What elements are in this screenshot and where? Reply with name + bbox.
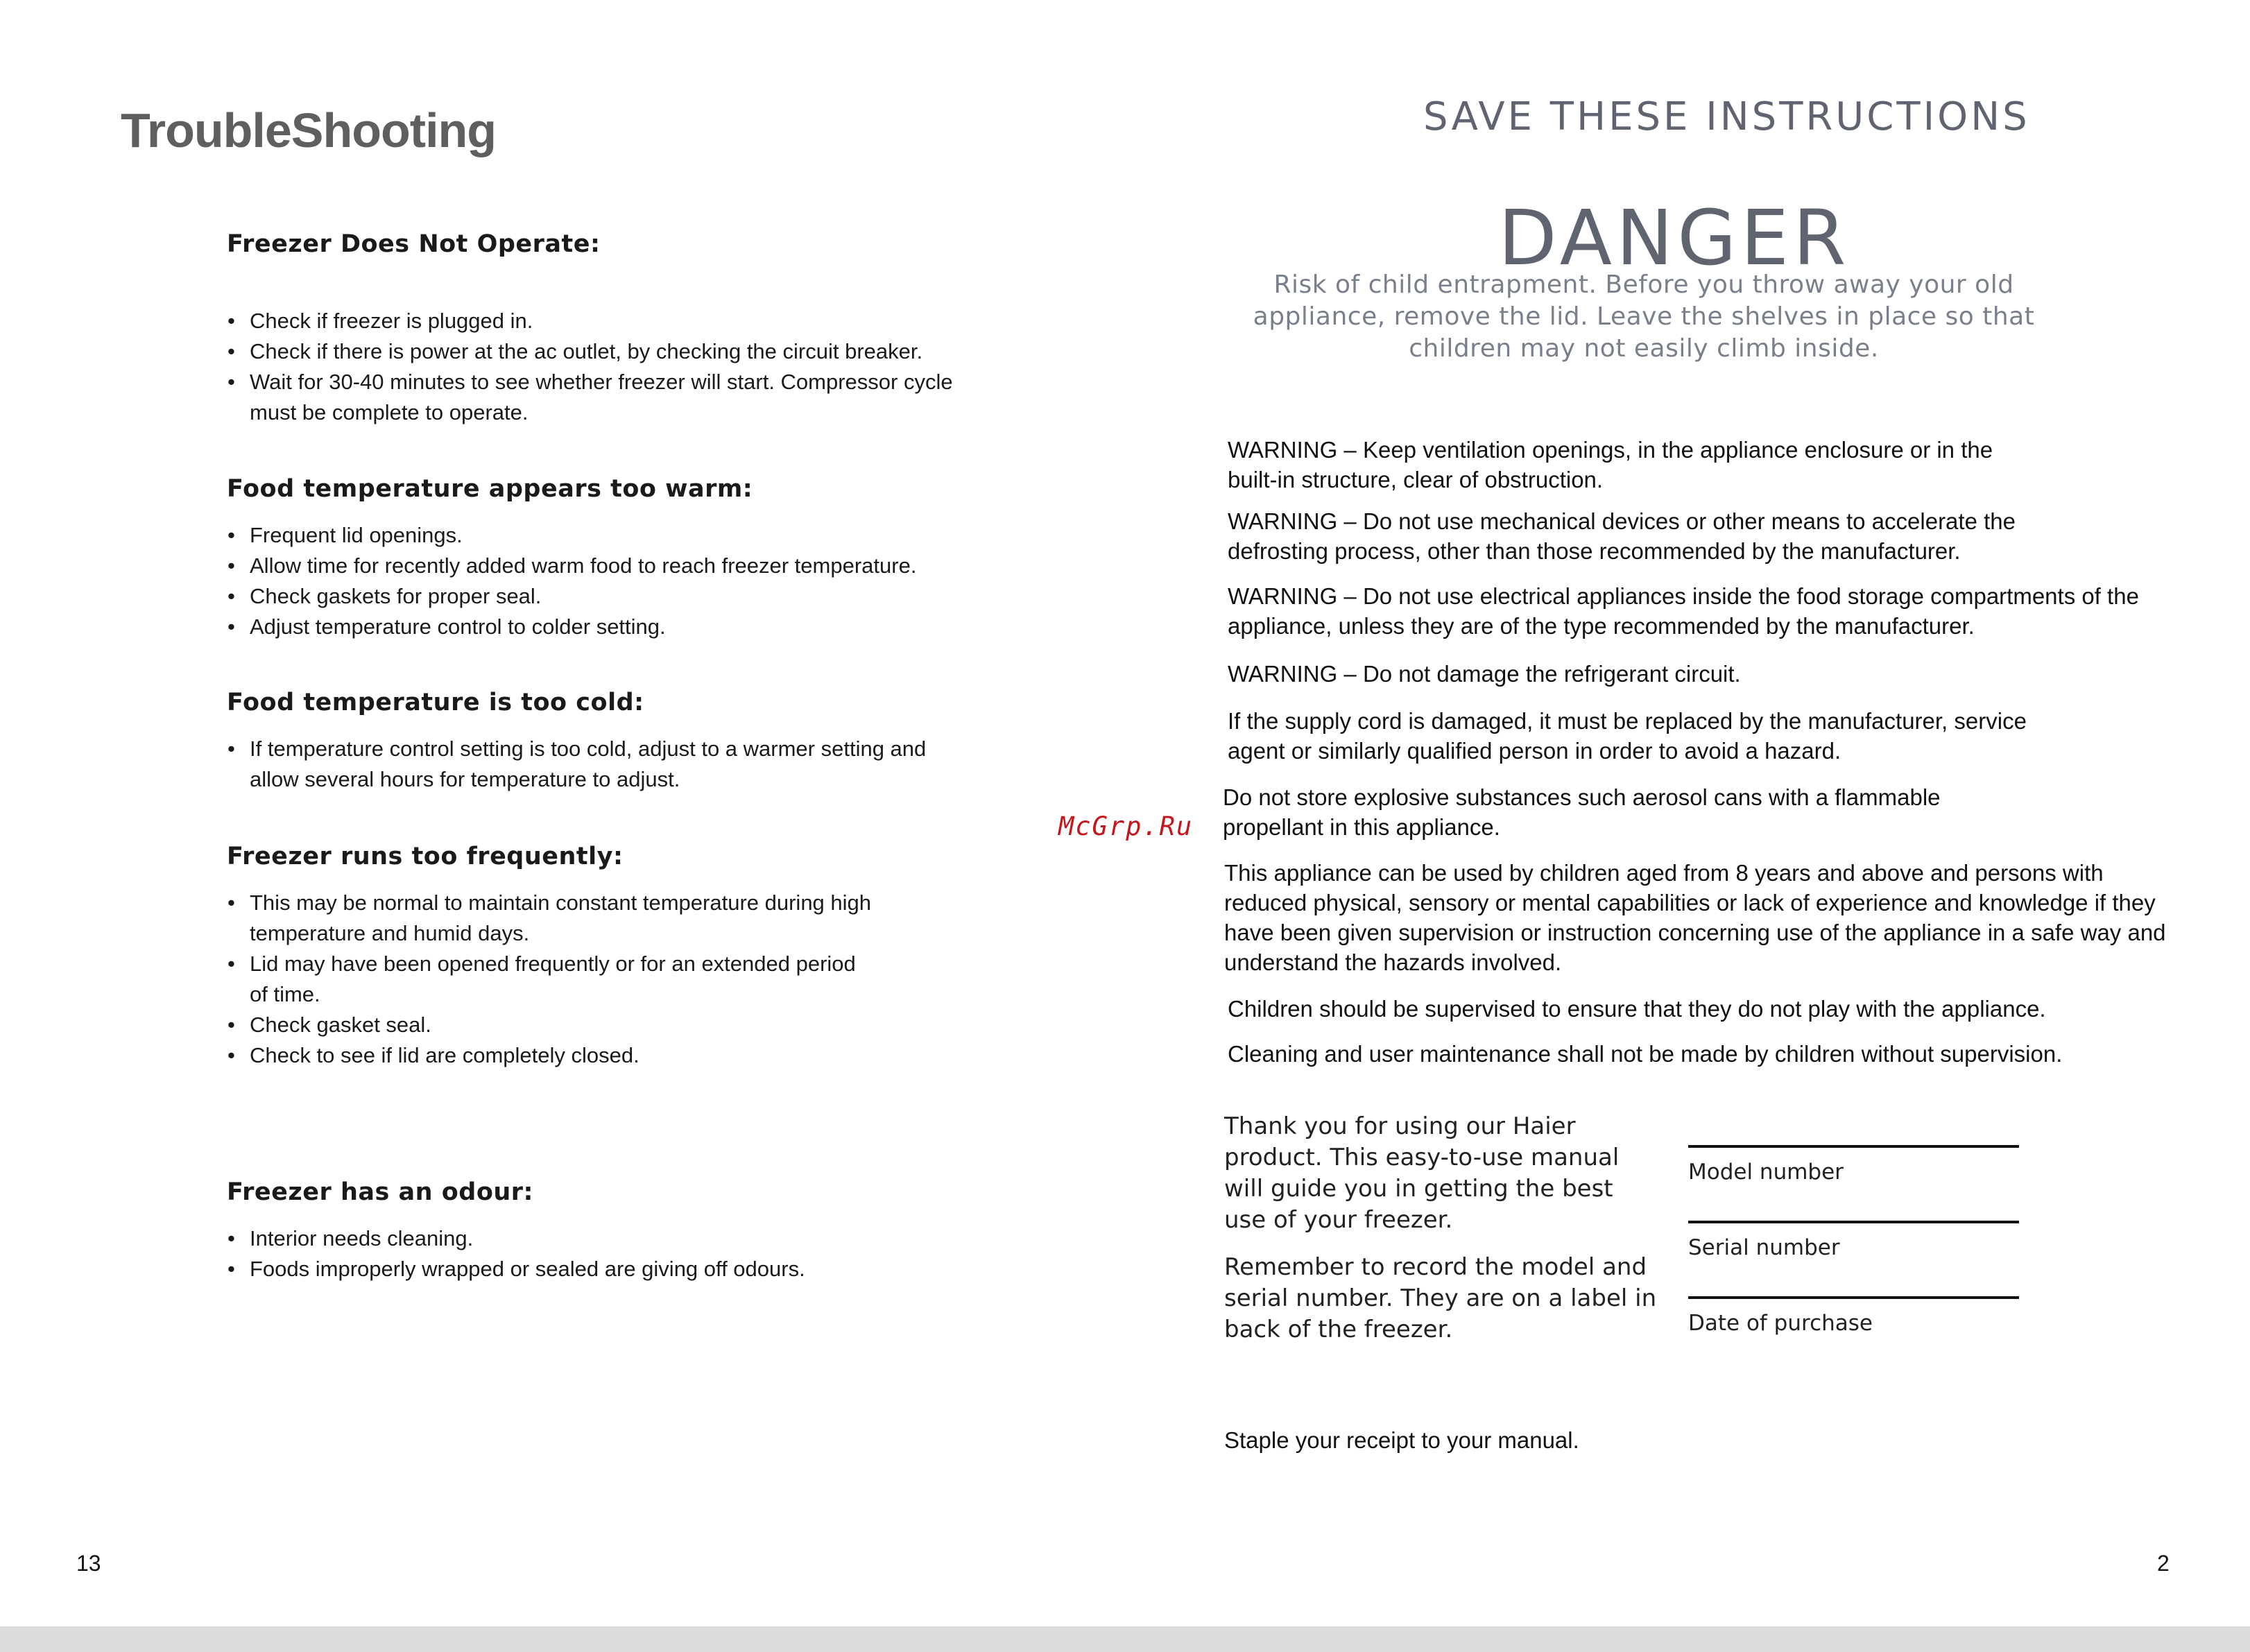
list-odour <box>227 1223 1032 1284</box>
explosive-note: Do not store explosive substances such aerosol cans with a flammable propellant in this appliance. <box>1223 784 1941 840</box>
list-item: • Frequent lid openings. <box>227 520 1032 551</box>
list-not-operate <box>227 306 1032 428</box>
model-number-label: Model number <box>1688 1160 1844 1185</box>
staple-receipt-note: Staple your receipt to your manual. <box>1224 1427 1579 1453</box>
section-heading-not-operate: Freezer Does Not Operate: <box>227 230 601 258</box>
page-number-right: 2 <box>2157 1551 2170 1576</box>
watermark: McGrp.Ru <box>1058 811 1194 841</box>
danger-text: Risk of child entrapment. Before you throw away your old appliance, remove the lid. Leave the shelves in place so that children may not easily climb inside. <box>1253 270 2035 363</box>
list-item: • Check gaskets for proper seal. <box>227 581 1032 612</box>
list-item: • Check gasket seal. <box>227 1010 942 1040</box>
list-item: • Interior needs cleaning. <box>227 1223 1032 1254</box>
date-of-purchase-line <box>1688 1296 2019 1299</box>
list-item: • Check if there is power at the ac outlet, by checking the circuit breaker. <box>227 336 1032 367</box>
date-of-purchase-label: Date of purchase <box>1688 1311 1873 1336</box>
list-item: • Check to see if lid are completely closed. <box>227 1040 942 1071</box>
list-item: • Foods improperly wrapped or sealed are giving off odours. <box>227 1254 1032 1284</box>
serial-number-line <box>1688 1221 2019 1223</box>
list-item: • Allow time for recently added warm food to reach freezer temperature. <box>227 551 1032 581</box>
children-capability-note: This appliance can be used by children aged from 8 years and above and persons with reduced physical, sensory or mental capabilities or lack of experience and knowledge if they have been given supervision or instruction concerning use of the appliance in a safe way and understand the hazards involved. <box>1224 860 2166 975</box>
warning-defrosting: WARNING – Do not use mechanical devices or other means to accelerate the defrosting process, other than those recommended by the manufacturer. <box>1228 508 2016 564</box>
page-title: TroubleShooting <box>121 103 497 157</box>
thanks-text: Thank you for using our Haier product. This easy-to-use manual will guide you in getting the best use of your freezer. <box>1224 1112 1620 1234</box>
children-supervision-note: Children should be supervised to ensure that they do not play with the appliance. <box>1228 996 2046 1022</box>
list-item: • This may be normal to maintain constant temperature during high temperature and humid days. <box>227 888 942 949</box>
cleaning-note: Cleaning and user maintenance shall not be made by children without supervision. <box>1228 1041 2063 1067</box>
list-item: • Check if freezer is plugged in. <box>227 306 1032 336</box>
list-item: • Wait for 30-40 minutes to see whether freezer will start. Compressor cycle must be complete to operate. <box>227 367 985 428</box>
section-heading-odour: Freezer has an odour: <box>227 1178 534 1206</box>
section-heading-too-warm: Food temperature appears too warm: <box>227 475 753 503</box>
bottom-edge-bar <box>0 1626 2250 1652</box>
save-instructions-heading: SAVE THESE INSTRUCTIONS <box>1423 94 2030 139</box>
model-number-line <box>1688 1145 2019 1148</box>
list-item: • Lid may have been opened frequently or for an extended period of time. <box>227 949 874 1010</box>
list-too-cold <box>227 734 942 795</box>
danger-title: DANGER <box>1498 193 1850 282</box>
warning-refrigerant: WARNING – Do not damage the refrigerant circuit. <box>1228 661 1741 687</box>
list-runs-frequently <box>227 888 942 1071</box>
section-heading-runs-frequently: Freezer runs too frequently: <box>227 843 624 870</box>
list-item: • If temperature control setting is too cold, adjust to a warmer setting and allow several hours for temperature to adjust. <box>227 734 942 795</box>
page-number-left: 13 <box>76 1551 101 1576</box>
warning-electrical: WARNING – Do not use electrical appliances inside the food storage compartments of the appliance, unless they are of the type recommended by the manufacturer. <box>1228 583 2139 639</box>
list-item: • Adjust temperature control to colder setting. <box>227 612 1032 642</box>
section-heading-too-cold: Food temperature is too cold: <box>227 689 644 716</box>
list-too-warm <box>227 520 1032 642</box>
supply-cord-note: If the supply cord is damaged, it must be replaced by the manufacturer, service agent or similarly qualified person in order to avoid a hazard. <box>1228 708 2027 764</box>
serial-number-label: Serial number <box>1688 1235 1840 1260</box>
remember-text: Remember to record the model and serial number. They are on a label in back of the freezer. <box>1224 1253 1657 1343</box>
warning-ventilation: WARNING – Keep ventilation openings, in the appliance enclosure or in the built-in structure, clear of obstruction. <box>1228 437 1993 492</box>
